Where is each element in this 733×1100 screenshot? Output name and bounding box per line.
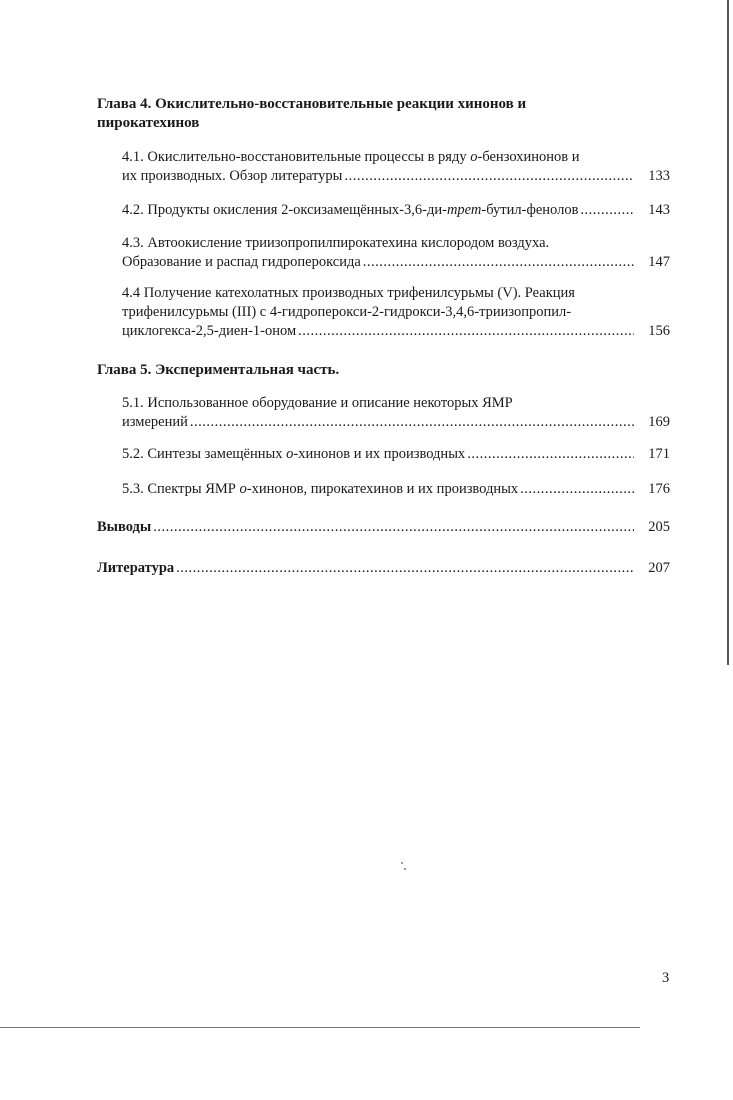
toc-entry-5-3-text-pre: 5.3. Спектры ЯМР	[122, 481, 240, 497]
toc-entry-4-1-page: 133	[648, 168, 670, 184]
toc-entry-5-3-page: 176	[648, 481, 670, 497]
toc-entry-4-4-line1: 4.4 Получение катехолатных производных трифенилсурьмы (V). Реакция	[122, 285, 575, 301]
toc-entry-5-1[interactable]	[122, 394, 670, 432]
scan-edge-line	[727, 0, 729, 665]
toc-entry-5-2-text-italic: о	[286, 446, 294, 462]
dot-leader	[467, 445, 634, 464]
toc-entry-4-3-page: 147	[648, 254, 670, 270]
toc-entry-4-2-page: 143	[648, 202, 670, 218]
toc-entry-4-2-line1	[122, 201, 578, 220]
chapter-5-title-line1: Глава 5. Экспериментальная часть.	[97, 362, 340, 378]
dot-leader	[298, 322, 634, 341]
dot-leader	[190, 413, 634, 432]
dot-leader	[363, 253, 634, 272]
toc-entry-4-2[interactable]	[122, 201, 670, 220]
dot-leader	[176, 559, 634, 578]
toc-entry-5-3-text-post: -хинонов, пирокатехинов и их производных	[246, 481, 519, 497]
toc-entry-5-1-line1: 5.1. Использованное оборудование и описание некоторых ЯМР	[122, 395, 513, 411]
chapter-4-title	[97, 95, 657, 133]
toc-entry-conclusions[interactable]	[97, 518, 670, 537]
toc-entry-4-3-line1: 4.3. Автоокисление триизопропилпирокатехина кислородом воздуха.	[122, 235, 550, 251]
scan-speck	[404, 868, 406, 870]
toc-entry-4-1-line1: 4.1. Окислительно-восстановительные процессы в ряду о-бензохинонов и	[122, 149, 580, 165]
toc-entry-4-4-page: 156	[648, 323, 670, 339]
chapter-4-title-line2: пирокатехинов	[97, 115, 200, 131]
toc-references-page: 207	[648, 560, 670, 576]
toc-entry-5-2[interactable]	[122, 445, 670, 464]
toc-conclusions-page: 205	[648, 519, 670, 535]
toc-entry-5-3-line1	[122, 480, 518, 499]
dot-leader	[153, 518, 634, 537]
toc-entry-4-4-line2: трифенилсурьмы (III) с 4-гидроперокси-2-гидрокси-3,4,6-триизопропил-	[122, 304, 572, 320]
scan-bottom-line	[0, 1027, 640, 1028]
page-number: 3	[662, 970, 670, 986]
dot-leader	[520, 480, 634, 499]
toc-entry-4-1[interactable]	[122, 148, 670, 186]
toc-entry-5-2-text-post: -хинонов и их производных	[293, 446, 466, 462]
toc-entry-4-1-line2: их производных. Обзор литературы	[122, 168, 343, 184]
toc-entry-4-4[interactable]	[122, 284, 670, 341]
dot-leader	[580, 201, 634, 220]
toc-entry-5-3-text-italic: о	[239, 481, 247, 497]
chapter-4-title-line1: Глава 4. Окислительно-восстановительные реакции хинонов и	[97, 96, 527, 112]
toc-entry-references[interactable]	[97, 559, 670, 578]
dot-leader	[344, 167, 634, 186]
toc-entry-4-4-line3: циклогекса-2,5-диен-1-оном	[122, 323, 297, 339]
chapter-5-title	[97, 361, 657, 380]
toc-entry-5-2-page: 171	[648, 446, 670, 462]
toc-entry-5-2-text-pre: 5.2. Синтезы замещённых	[122, 446, 287, 462]
toc-conclusions-label: Выводы	[97, 519, 152, 535]
toc-entry-5-1-line2: измерений	[122, 414, 188, 430]
scan-speck	[401, 862, 403, 864]
toc-entry-5-1-page: 169	[648, 414, 670, 430]
toc-entry-5-2-line1	[122, 445, 465, 464]
toc-entry-4-3[interactable]	[122, 234, 670, 272]
toc-entry-4-2-text-pre: 4.2. Продукты окисления 2-оксизамещённых-3,6-ди-	[122, 202, 447, 218]
toc-references-label: Литература	[97, 560, 175, 576]
toc-entry-4-2-text-italic: трет	[446, 202, 482, 218]
toc-entry-4-2-text-post: -бутил-фенолов	[481, 202, 579, 218]
toc-entry-4-3-line2: Образование и распад гидропероксида	[122, 254, 361, 270]
toc-entry-5-3[interactable]	[122, 480, 670, 499]
